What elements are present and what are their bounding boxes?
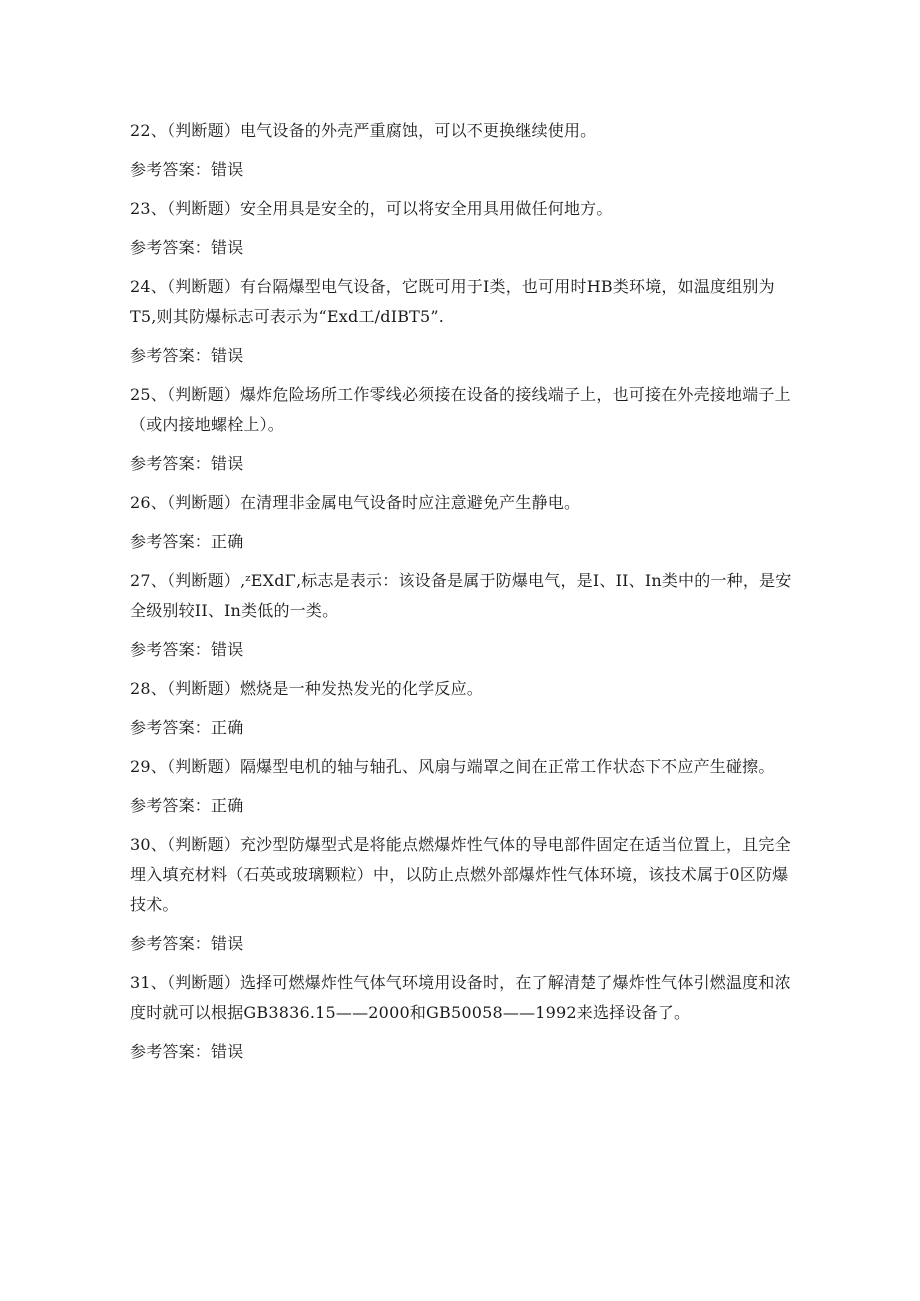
question-text: 25、（判断题）爆炸危险场所工作零线必须接在设备的接线端子上，也可接在外壳接地端子上（或内接地螺栓上）。 [130, 385, 791, 434]
question-item [130, 830, 800, 959]
answer-line: 参考答案：错误 [130, 160, 244, 179]
question-item [130, 272, 800, 371]
answer-line: 参考答案：错误 [130, 346, 244, 365]
answer-value: 错误 [211, 454, 244, 473]
question-item [130, 674, 800, 743]
question-text: 22、（判断题）电气设备的外壳严重腐蚀，可以不更换继续使用。 [130, 121, 597, 140]
question-list [130, 116, 800, 1076]
answer-value: 错误 [211, 934, 244, 953]
question-text: 23、（判断题）安全用具是安全的，可以将安全用具用做任何地方。 [130, 199, 613, 218]
answer-line: 参考答案：正确 [130, 718, 244, 737]
answer-value: 错误 [211, 346, 244, 365]
question-item [130, 380, 800, 479]
question-text: 27、（判断题）‚ᶻEXdΓ‚标志是表示：该设备是属于防爆电气，是I、II、In类中的一种，是安全级别较II、In类低的一类。 [130, 571, 792, 620]
question-item [130, 116, 800, 185]
answer-value: 正确 [211, 796, 244, 815]
answer-line: 参考答案：错误 [130, 1042, 244, 1061]
answer-line: 参考答案：错误 [130, 934, 244, 953]
question-item [130, 194, 800, 263]
question-text: 24、（判断题）有台隔爆型电气设备，它既可用于I类，也可用时HB类环境，如温度组别为T5,则其防爆标志可表示为“Exd工/dIBT5”. [130, 277, 775, 326]
answer-line: 参考答案：正确 [130, 532, 244, 551]
answer-line: 参考答案：错误 [130, 454, 244, 473]
question-text: 26、（判断题）在清理非金属电气设备时应注意避免产生静电。 [130, 493, 581, 512]
question-text: 29、（判断题）隔爆型电机的轴与轴孔、风扇与端罩之间在正常工作状态下不应产生碰擦。 [130, 757, 775, 776]
answer-line: 参考答案：错误 [130, 238, 244, 257]
answer-value: 错误 [211, 160, 244, 179]
answer-value: 错误 [211, 238, 244, 257]
question-text: 31、（判断题）选择可燃爆炸性气体气环境用设备时，在了解清楚了爆炸性气体引燃温度和浓度时就可以根据GB3836.15——2000和GB50058——1992来选择设备了。 [130, 973, 791, 1022]
question-text: 28、（判断题）燃烧是一种发热发光的化学反应。 [130, 679, 483, 698]
question-text: 30、（判断题）充沙型防爆型式是将能点燃爆炸性气体的导电部件固定在适当位置上，且完全埋入填充材料（石英或玻璃颗粒）中，以防止点燃外部爆炸性气体环境，该技术属于0区防爆技术。 [130, 835, 791, 914]
question-item [130, 488, 800, 557]
answer-line: 参考答案：正确 [130, 796, 244, 815]
question-item [130, 752, 800, 821]
question-item [130, 566, 800, 665]
question-item [130, 968, 800, 1067]
answer-value: 正确 [211, 718, 244, 737]
answer-line: 参考答案：错误 [130, 640, 244, 659]
answer-value: 正确 [211, 532, 244, 551]
answer-value: 错误 [211, 640, 244, 659]
answer-value: 错误 [211, 1042, 244, 1061]
